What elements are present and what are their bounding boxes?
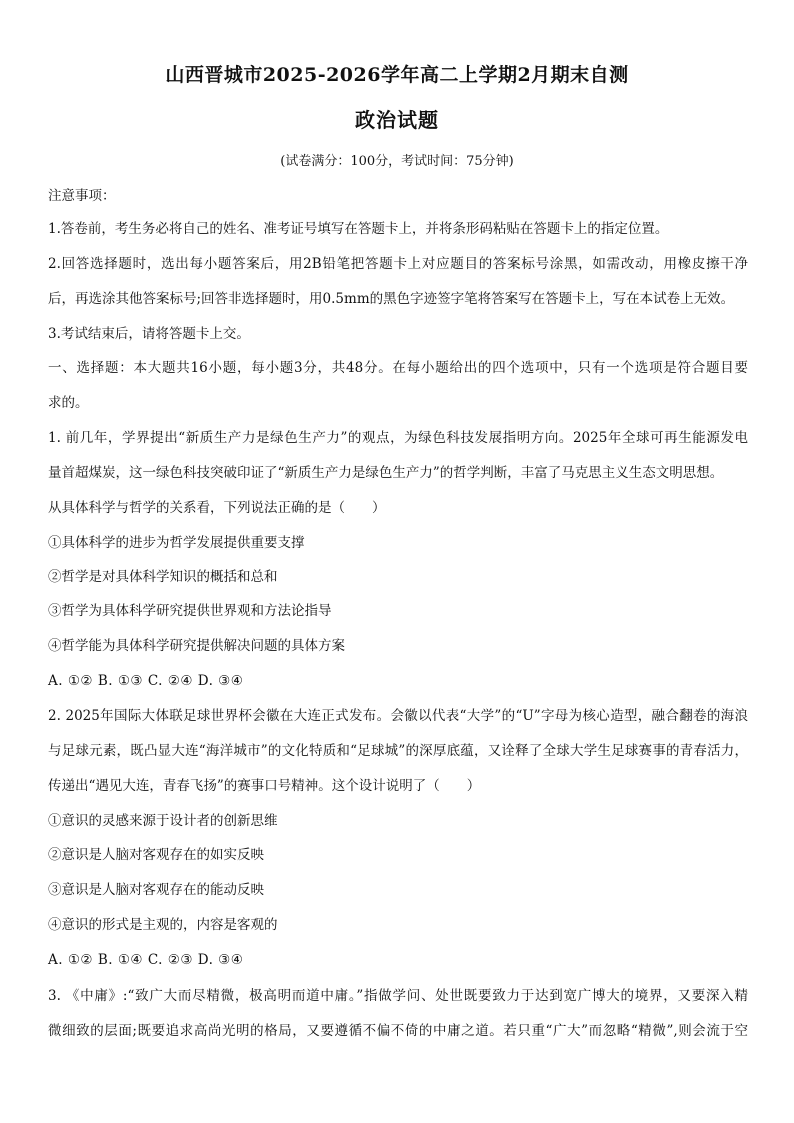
q2-statement-4: ④意识的形式是主观的，内容是客观的 <box>48 917 278 933</box>
q2-statement-1: ①意识的灵感来源于设计者的创新思维 <box>48 813 278 829</box>
q1-statement-2: ②哲学是对具体科学知识的概括和总和 <box>48 569 278 585</box>
q1-stem-line-1: 1. 前几年，学界提出“新质生产力是绿色生产力”的观点，为绿色科技发展指明方向。2025年全球可再生能源发电 <box>48 430 748 446</box>
section-intro-line-2: 求的。 <box>48 395 89 411</box>
q1-stem-line-3: 从具体科学与哲学的关系看，下列说法正确的是（ ） <box>48 500 386 516</box>
q2-stem-line-3: 传递出“遇见大连，青春飞扬”的赛事口号精神。这个设计说明了（ ） <box>48 778 481 794</box>
q2-statement-3: ③意识是人脑对客观存在的能动反映 <box>48 882 264 898</box>
subject-title: 政治试题 <box>355 108 439 132</box>
notice-item-2-line-2: 后，再选涂其他答案标号;回答非选择题时，用0.5mm的黑色字迹签字笔将答案写在答题卡上，写在本试卷上无效。 <box>48 291 735 307</box>
notice-item-2-line-1: 2.回答选择题时，选出每小题答案后，用2B铅笔把答题卡上对应题目的答案标号涂黑，如需改动，用橡皮擦干净 <box>48 256 748 272</box>
q1-options: A. ①② B. ①③ C. ②④ D. ③④ <box>48 673 244 689</box>
q3-stem-line-1: 3. 《中庸》:“致广大而尽精微，极高明而道中庸。”指做学问、处世既要致力于达到宽广博大的境界，又要深入精 <box>48 988 748 1004</box>
q2-options: A. ①② B. ①④ C. ②③ D. ③④ <box>48 952 244 968</box>
exam-info: (试卷满分：100分，考试时间：75分钟) <box>280 154 514 169</box>
q3-stem-line-2: 微细致的层面;既要追求高尚光明的格局，又要遵循不偏不倚的中庸之道。若只重“广大”而忽略“精微”,则会流于空 <box>48 1023 748 1039</box>
notice-item-3: 3.考试结束后，请将答题卡上交。 <box>48 326 250 342</box>
exam-title: 山西晋城市2025-2026学年高二上学期2月期末自测 <box>165 64 629 86</box>
q1-statement-3: ③哲学为具体科学研究提供世界观和方法论指导 <box>48 603 332 619</box>
q2-statement-2: ②意识是人脑对客观存在的如实反映 <box>48 847 264 863</box>
section-intro-line-1: 一、选择题：本大题共16小题，每小题3分，共48分。在每小题给出的四个选项中，只有一个选项是符合题目要 <box>48 360 748 376</box>
q1-stem-line-2: 量首超煤炭，这一绿色科技突破印证了“新质生产力是绿色生产力”的哲学判断，丰富了马克思主义生态文明思想。 <box>48 465 724 481</box>
q1-statement-4: ④哲学能为具体科学研究提供解决问题的具体方案 <box>48 638 345 654</box>
notice-heading: 注意事项： <box>48 188 116 204</box>
q1-statement-1: ①具体科学的进步为哲学发展提供重要支撑 <box>48 535 305 551</box>
q2-stem-line-1: 2. 2025年国际大体联足球世界杯会徽在大连正式发布。会徽以代表“大学”的“U”字母为核心造型，融合翻卷的海浪 <box>48 708 748 724</box>
notice-item-1: 1.答卷前，考生务必将自己的姓名、准考证号填写在答题卡上，并将条形码粘贴在答题卡上的指定位置。 <box>48 221 669 237</box>
q2-stem-line-2: 与足球元素，既凸显大连“海洋城市”的文化特质和“足球城”的深厚底蕴，又诠释了全球大学生足球赛事的青春活力， <box>48 743 748 759</box>
